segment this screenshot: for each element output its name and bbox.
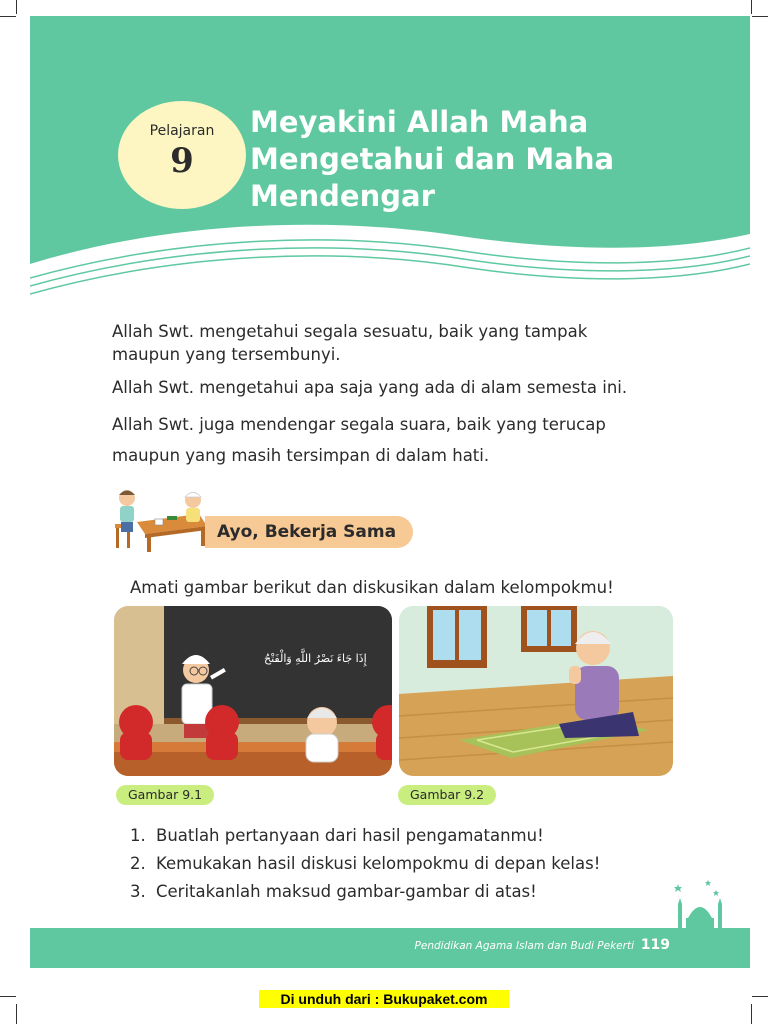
chapter-title bbox=[250, 104, 730, 215]
figure-classroom-illustration bbox=[114, 606, 392, 776]
footer-book-title: Pendidikan Agama Islam dan Budi Pekerti bbox=[414, 940, 634, 952]
chapter-title-line: Mengetahui dan Maha bbox=[250, 142, 615, 176]
crop-mark bbox=[751, 1004, 752, 1024]
figure-caption: Gambar 9.1 bbox=[116, 785, 214, 805]
chapter-title-line: Mendengar bbox=[250, 179, 435, 213]
page-footer bbox=[30, 928, 750, 968]
list-item: 2. Kemukakan hasil diskusi kelompokmu di depan kelas! bbox=[130, 854, 601, 873]
crop-mark bbox=[16, 1004, 17, 1024]
download-source-banner: Di unduh dari : Bukupaket.com bbox=[259, 990, 509, 1008]
page-number: 119 bbox=[640, 937, 670, 953]
intro-text bbox=[112, 320, 712, 471]
intro-paragraph: Allah Swt. mengetahui apa saja yang ada di alam semesta ini. bbox=[112, 378, 628, 397]
intro-line: maupun yang masih tersimpan di dalam hati. bbox=[112, 446, 490, 465]
classroom-scene bbox=[114, 606, 392, 776]
list-item: 3. Ceritakanlah maksud gambar-gambar di atas! bbox=[130, 882, 537, 901]
intro-line: Allah Swt. mengetahui segala sesuatu, baik yang tampak bbox=[112, 322, 588, 341]
chapter-header bbox=[30, 16, 750, 301]
chapter-badge bbox=[118, 101, 246, 209]
intro-paragraph bbox=[112, 320, 712, 366]
chapter-number: 9 bbox=[170, 141, 194, 181]
crop-mark bbox=[751, 0, 752, 14]
intro-paragraph bbox=[112, 409, 712, 471]
kids-working-together-illustration bbox=[107, 486, 212, 554]
figure-caption: Gambar 9.2 bbox=[398, 785, 496, 805]
list-item: 1. Buatlah pertanyaan dari hasil pengamatanmu! bbox=[130, 826, 544, 845]
crop-mark bbox=[752, 16, 768, 17]
intro-line: Allah Swt. juga mendengar segala suara, baik yang terucap bbox=[112, 415, 606, 434]
figure-praying-illustration bbox=[399, 606, 673, 776]
board-arabic-text: إِذَا جَاءَ نَصْرُ اللَّهِ وَالْفَتْحُ bbox=[264, 652, 367, 665]
section-instruction: Amati gambar berikut dan diskusikan dalam kelompokmu! bbox=[130, 578, 614, 597]
crop-mark bbox=[0, 16, 16, 17]
task-list bbox=[130, 822, 600, 906]
crop-mark bbox=[0, 996, 16, 997]
praying-scene bbox=[399, 606, 673, 776]
chapter-title-line: Meyakini Allah Maha bbox=[250, 105, 589, 139]
chapter-label: Pelajaran bbox=[149, 123, 215, 139]
crop-mark bbox=[16, 0, 17, 14]
mosque-icon bbox=[668, 878, 730, 932]
section-title: Ayo, Bekerja Sama bbox=[217, 522, 397, 542]
intro-line: maupun yang tersembunyi. bbox=[112, 345, 341, 364]
section-title-pill bbox=[205, 516, 413, 548]
crop-mark bbox=[752, 996, 768, 997]
